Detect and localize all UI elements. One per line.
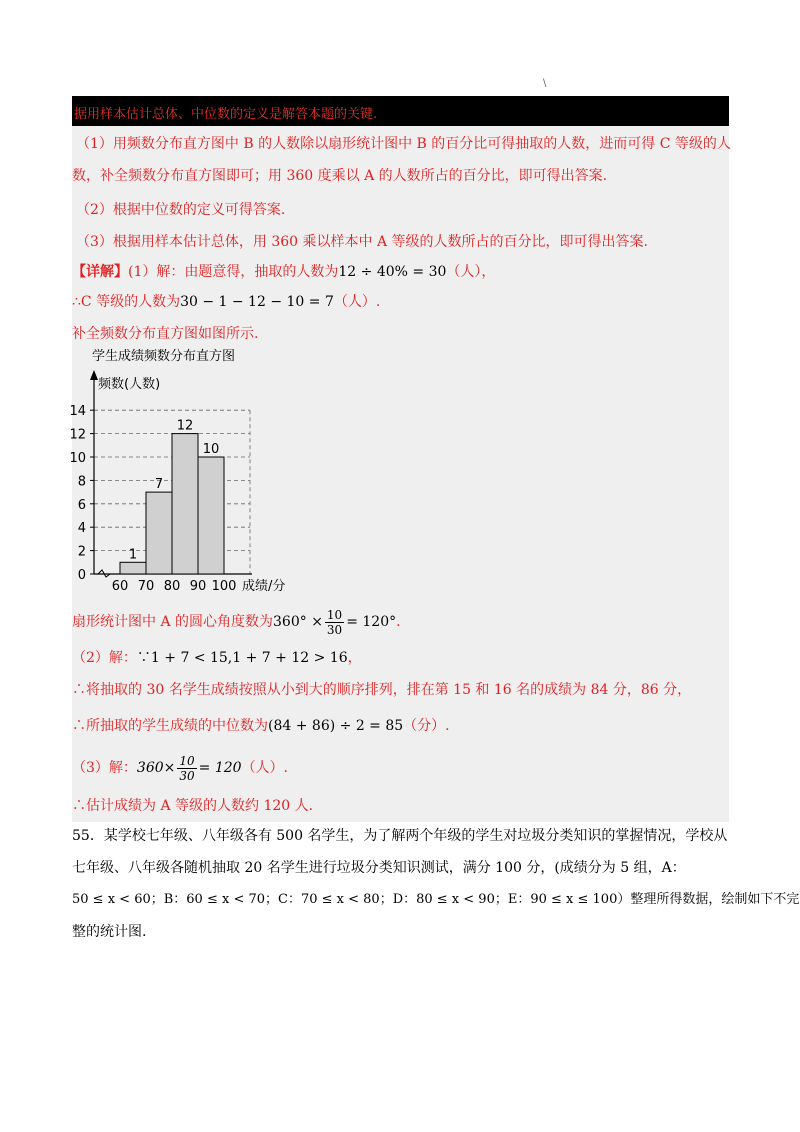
histogram-svg bbox=[69, 346, 332, 596]
bar-data-label: 1 bbox=[128, 547, 138, 563]
q3-numerator: 10 bbox=[179, 753, 195, 768]
detail-line-1-text: (1）解：由题意得，抽取的人数为 bbox=[128, 264, 339, 280]
q2-line-1-end: ， bbox=[347, 650, 362, 666]
x-axis-label: 成绩/分 bbox=[242, 579, 286, 594]
histogram-bar bbox=[172, 434, 198, 574]
detail-line-2-end: （人）. bbox=[333, 294, 381, 310]
y-tick-label: 14 bbox=[69, 404, 86, 420]
y-tick-label: 8 bbox=[77, 474, 86, 490]
q2-line-3-text: ∴所抽取的学生成绩的中位数为 bbox=[72, 718, 268, 734]
q2-line-3-math: (84 + 86) ÷ 2 = 85 bbox=[268, 718, 404, 734]
q2-line-1-math: ∵1 + 7 < 15,1 + 7 + 12 > 16 bbox=[136, 650, 348, 666]
y-tick-label: 2 bbox=[77, 544, 86, 560]
detail-line-1-math: 12 ÷ 40% = 30 bbox=[338, 264, 447, 280]
histogram-bar bbox=[198, 457, 224, 574]
histogram-bar bbox=[120, 562, 146, 574]
detail-line-1 bbox=[72, 262, 495, 282]
detail-line-2-text: ∴C 等级的人数为 bbox=[72, 294, 181, 310]
q3-text: （3）解： bbox=[72, 760, 137, 776]
pie-math-b: = 120° bbox=[346, 614, 397, 630]
q2-line-3-end: （分）. bbox=[403, 718, 450, 734]
question-55-line-2: 七年级、八年级各随机抽取 20 名学生进行垃圾分类知识测试，满分 100 分，(成绩分为 5 组，A： bbox=[72, 860, 686, 876]
bar-data-label: 12 bbox=[176, 418, 194, 434]
header-bar bbox=[72, 96, 729, 126]
bar-data-label: 10 bbox=[202, 442, 220, 457]
solution-panel bbox=[69, 96, 731, 822]
x-tick-label: 60 bbox=[111, 579, 129, 594]
question-55-line-4: 整的统计图. bbox=[72, 924, 147, 940]
pie-angle-text: 扇形统计图中 A 的圆心角度数为 bbox=[72, 614, 274, 630]
q3-line bbox=[72, 750, 288, 786]
header-bar-text: 据用样本估计总体、中位数的定义是解答本题的关键. bbox=[74, 107, 378, 122]
y-tick-label: 6 bbox=[77, 497, 86, 513]
question-55-line-3: 50 ≤ x < 60；B：60 ≤ x < 70；C：70 ≤ x < 80；D：80 ≤ x < 90；E：90 ≤ x ≤ 100）整理所得数据，绘制如下不完 bbox=[72, 892, 800, 907]
q3-denominator: 30 bbox=[179, 768, 195, 783]
y-axis-label: 频数(人数) bbox=[98, 377, 161, 392]
q3-end: （人）. bbox=[241, 760, 289, 776]
analysis-line-1: （1）用频数分布直方图中 B 的人数除以扇形统计图中 B 的百分比可得抽取的人数，进而可得 C 等级的人 bbox=[76, 136, 731, 152]
q2-line-3 bbox=[72, 716, 450, 736]
analysis-line-3: （2）根据中位数的定义可得答案. bbox=[76, 202, 286, 218]
q3-fraction bbox=[177, 754, 196, 783]
pie-denominator: 30 bbox=[326, 622, 343, 637]
detail-line-3: 补全频数分布直方图如图所示. bbox=[72, 326, 259, 342]
detail-line-2 bbox=[72, 292, 380, 312]
detail-line-1-end: （人）， bbox=[446, 264, 496, 280]
x-tick-label: 90 bbox=[189, 579, 207, 594]
pie-angle-line bbox=[72, 604, 401, 640]
pie-numerator: 10 bbox=[326, 607, 343, 622]
pie-math-a: 360° × bbox=[273, 614, 323, 630]
x-tick-label: 70 bbox=[137, 579, 155, 594]
histogram-bar bbox=[146, 492, 172, 574]
pie-end: . bbox=[396, 614, 401, 630]
bar-data-label: 7 bbox=[154, 477, 164, 493]
q2-line-2: ∴将抽取的 30 名学生成绩按照从小到大的顺序排列，排在第 15 和 16 名的成绩为 84 分，86 分， bbox=[72, 682, 692, 698]
q2-line-1-text: （2）解： bbox=[72, 650, 137, 666]
pie-fraction bbox=[325, 608, 344, 637]
detail-line-2-math: 30 − 1 − 12 − 10 = 7 bbox=[180, 294, 334, 310]
chart-title: 学生成绩频数分布直方图 bbox=[92, 349, 236, 364]
y-tick-label: 12 bbox=[69, 427, 86, 443]
y-axis-arrow bbox=[90, 370, 98, 380]
detail-tag: 【详解】 bbox=[72, 264, 128, 280]
page-mark: \ bbox=[543, 78, 547, 89]
x-tick-label: 100 bbox=[211, 579, 237, 594]
y-tick-label: 0 bbox=[77, 568, 86, 583]
question-55-line-1: 55．某学校七年级、八年级各有 500 名学生，为了解两个年级的学生对垃圾分类知识的掌握情况，学校从 bbox=[72, 828, 728, 844]
analysis-line-2: 数，补全频数分布直方图即可；用 360 度乘以 A 的人数所占的百分比，即可得出答案. bbox=[72, 168, 608, 184]
q3-math-b: = 120 bbox=[198, 760, 242, 776]
x-tick-label: 80 bbox=[163, 579, 181, 594]
q3-math-a: 360× bbox=[136, 760, 176, 776]
histogram bbox=[69, 346, 332, 596]
q3-conclusion: ∴估计成绩为 A 等级的人数约 120 人. bbox=[72, 798, 314, 814]
analysis-line-4: （3）根据用样本估计总体，用 360 乘以样本中 A 等级的人数所占的百分比，即可得出答案. bbox=[76, 234, 648, 250]
y-tick-label: 4 bbox=[77, 521, 86, 537]
y-tick-label: 10 bbox=[69, 451, 86, 466]
q2-line-1 bbox=[72, 648, 362, 668]
